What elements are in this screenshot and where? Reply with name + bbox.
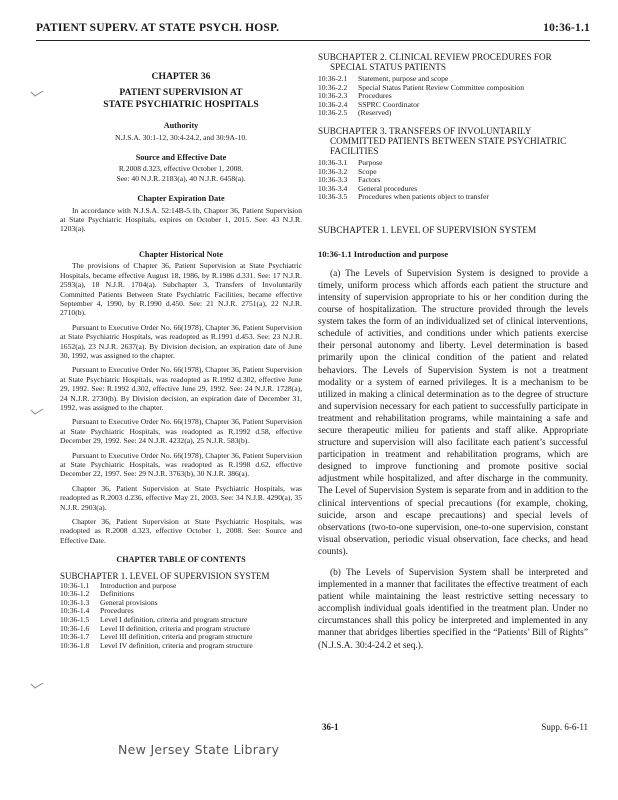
history-heading: Chapter Historical Note xyxy=(139,249,223,259)
header-rule xyxy=(36,40,590,41)
left-column xyxy=(60,52,302,650)
toc-row xyxy=(60,642,302,651)
toc-row xyxy=(318,109,588,118)
toc-title: Scope xyxy=(358,166,377,176)
toc-title: General provisions xyxy=(100,597,158,607)
chapter-title-line-1: PATIENT SUPERVISION AT xyxy=(119,87,243,99)
source-heading: Source and Effective Date xyxy=(135,153,227,163)
expiration-heading: Chapter Expiration Date xyxy=(137,194,225,204)
history-paragraph: Pursuant to Executive Order No. 66(1978), Chapter 36, Patient Supervision at State Psychiatric Hospitals, was readopted as R.1991 d.453. See: 23 N.J.R. 1652(a), 23 N.J.R. 2637(a). By Division decision, an expiration date of June 30, 1992, was assigned to the chapter. xyxy=(60,322,302,360)
running-header-title: PATIENT SUPERV. AT STATE PSYCH. HOSP. xyxy=(36,22,280,34)
toc-number: 10:36-3.4 xyxy=(318,183,348,193)
page-number: 36-1 xyxy=(322,722,339,732)
library-stamp: New Jersey State Library xyxy=(118,742,280,757)
toc-title: Statement, purpose and scope xyxy=(358,74,449,83)
toc-title: Level IV definition, criteria and program structure xyxy=(100,640,253,650)
toc-number: 10:36-2.4 xyxy=(318,99,348,109)
toc-number: 10:36-1.3 xyxy=(60,597,90,607)
toc-title: Procedures xyxy=(358,91,392,101)
toc-title: Procedures xyxy=(100,606,134,616)
chapter-title-line-2: STATE PSYCHIATRIC HOSPITALS xyxy=(103,98,259,110)
toc-title: Special Status Patient Review Committee composition xyxy=(358,82,524,92)
toc-heading: CHAPTER TABLE OF CONTENTS xyxy=(116,555,246,565)
running-header-section: 10:36-1.1 xyxy=(543,22,590,34)
history-paragraph: The provisions of Chapter 36, Patient Supervision at State Psychiatric Hospitals, became effective August 18, 1986, by R.1986 d.331. See: 17 N.J.R. 2593(a), 18 N.J.R. 1704(a). Subchapter 3, Transfers of Involuntarily Committed Patients Between State Psychiatric Facilities, became effective September 4, 1990, by R.1990 d.450. See: 21 N.J.R. 2751(a), 22 N.J.R. 2710(b). xyxy=(60,261,302,318)
history-paragraph: Pursuant to Executive Order No. 66(1978), Chapter 36, Patient Supervision at State Psychiatric Hospitals, was readopted as R.1992 d.302, effective June 29, 1992. See: R.1992 d.302, effective June 29, 1992. See: 24 N.J.R. 1728(a), 24 N.J.R. 2730(b). By Division decision, an expiration date of December 31, 1992, was assigned to the chapter. xyxy=(60,365,302,412)
toc-number: 10:36-2.3 xyxy=(318,91,348,101)
toc-row xyxy=(60,590,302,599)
toc-row xyxy=(60,599,302,608)
source-text-2: See: 40 N.J.R. 2183(a), 40 N.J.R. 6458(a). xyxy=(116,173,246,183)
toc-number: 10:36-1.7 xyxy=(60,632,90,642)
toc-number: 10:36-3.5 xyxy=(318,192,348,202)
history-paragraph: Chapter 36, Patient Supervision at State Psychiatric Hospitals, was readopted as R.2008 d.323, effective October 1, 2008. See: Source and Effective Date. xyxy=(60,517,302,545)
toc-subchapter-title: SUBCHAPTER 1. LEVEL OF SUPERVISION SYSTEM xyxy=(60,570,270,581)
margin-mark-icon xyxy=(30,408,44,416)
margin-mark-icon xyxy=(30,682,44,690)
toc-title: Factors xyxy=(358,175,381,185)
paragraph-b: (b) The Levels of Supervision System shall be interpreted and implemented in a manner that facilitates the effective treatment of each patient while maintaining the least restrictive setting necessary to accomplish individual goals identified in the treatment plan. Under no circumstances shall this policy be interpreted and implemented in any manner that abridges liberties specified in the “Patients’ Bill of Rights” (N.J.S.A. 30:4-24.2 et seq.). xyxy=(318,568,588,651)
toc-row xyxy=(318,193,588,202)
authority-heading: Authority xyxy=(163,121,199,131)
history-paragraph: Pursuant to Executive Order No. 66(1978), Chapter 36, Patient Supervision at State Psychiatric Hospitals, was readopted as R.1998 d.62, effective December 22, 1997. See: 29 N.J.R. 3763(b), 30 N.J.R. 386(a). xyxy=(60,450,302,479)
toc-subchapter-3-title: SUBCHAPTER 3. TRANSFERS OF INVOLUNTARILY COMMITTED PATIENTS BETWEEN STATE PSYCHIATRIC FACILITIES xyxy=(318,125,567,156)
toc-title: SSPRC Coordinator xyxy=(358,99,420,109)
chapter-number: CHAPTER 36 xyxy=(151,71,211,82)
right-column xyxy=(318,52,588,661)
toc-number: 10:36-2.1 xyxy=(318,74,348,83)
source-text-1: R.2008 d.323, effective October 1, 2008. xyxy=(118,164,244,174)
toc-title: (Reserved) xyxy=(358,108,392,118)
toc-number: 10:36-1.8 xyxy=(60,640,90,650)
expiration-text: In accordance with N.J.S.A. 52:14B-5.1b, Chapter 36, Patient Supervision at State Psychiatric Hospitals, expires on October 1, 2015. See: 43 N.J.R. 1203(a). xyxy=(60,205,302,234)
toc-title: Purpose xyxy=(358,157,383,167)
running-header xyxy=(36,22,590,34)
authority-text: N.J.S.A. 30:1-12, 30:4-24.2, and 30:9A-10. xyxy=(114,132,248,142)
toc-number: 10:36-2.5 xyxy=(318,108,348,118)
history-paragraph: Pursuant to Executive Order No. 66(1978), Chapter 36, Patient Supervision at State Psychiatric Hospitals, was readopted as R.1992 d.58, effective December 29, 1992. See: 24 N.J.R. 4232(a), 25 N.J.R. 583(b). xyxy=(60,417,302,446)
toc-title: Level II definition, criteria and program structure xyxy=(100,623,250,633)
toc-number: 10:36-1.1 xyxy=(60,580,90,590)
toc-number: 10:36-1.4 xyxy=(60,606,90,616)
toc-title: Introduction and purpose xyxy=(100,580,177,590)
subchapter-heading: SUBCHAPTER 1. LEVEL OF SUPERVISION SYSTEM xyxy=(318,225,537,236)
section-heading: 10:36-1.1 Introduction and purpose xyxy=(318,249,449,260)
history-paragraph: Chapter 36, Patient Supervision at State Psychiatric Hospitals, was readopted as R.2003 d.236, effective May 21, 2003. See: 34 N.J.R. 4290(a), 35 N.J.R. 2903(a). xyxy=(60,483,302,512)
toc-number: 10:36-3.3 xyxy=(318,175,348,185)
supplement-date: Supp. 6-6-11 xyxy=(541,722,588,732)
paragraph-a: (a) The Levels of Supervision System is designed to provide a timely, uniform process which affords each patient the structure and intensity of supervision appropriate to his or her condition during the course of hospitalization. The structure provided through the levels system takes the form of an individualized set of clinical interventions, schedule of activities, and conditions under which patients exercise their personal autonomy and liberty. Level determination is based primarily upon the clinical condition of the patient and related behaviors. The Levels of Supervision System is not a treatment modality or a system of earned privileges. It is a mechanism to be utilized in making a clinical determination as to the degree of structure and supervision necessary for each patient to successfully participate in treatment and rehabilitation programs, while maintaining a safe and secure therapeutic milieu for patients and staff alike. Appropriate structure and supervision will also facilitate each patient’s successful participation in treatment and rehabilitation programs, which are designed to improve functioning and promote positive social adjustment while hospitalized, and after discharge in the community. The Level of Supervision System is separate from and in addition to the clinical interventions of special precautions (for example, choking, suicide, arson and escape precautions) and special levels of observations (two-to-one supervision, one-to-one supervision, constant visual observation, periodic visual observation, face checks, and head counts). xyxy=(318,268,588,557)
toc-subchapter-2-title: SUBCHAPTER 2. CLINICAL REVIEW PROCEDURES FOR SPECIAL STATUS PATIENTS xyxy=(318,52,552,72)
toc-title: Definitions xyxy=(100,589,135,599)
toc-number: 10:36-1.5 xyxy=(60,615,90,625)
toc-title: General procedures xyxy=(358,183,418,193)
toc-row xyxy=(60,582,302,591)
toc-number: 10:36-2.2 xyxy=(318,82,348,92)
toc-number: 10:36-3.2 xyxy=(318,166,348,176)
toc-number: 10:36-3.1 xyxy=(318,157,348,167)
margin-mark-icon xyxy=(30,90,44,98)
toc-title: Level III definition, criteria and program structure xyxy=(100,632,253,642)
toc-title: Procedures when patients object to transfer xyxy=(358,192,489,202)
toc-title: Level I definition, criteria and program structure xyxy=(100,615,248,625)
toc-number: 10:36-1.2 xyxy=(60,589,90,599)
toc-number: 10:36-1.6 xyxy=(60,623,90,633)
